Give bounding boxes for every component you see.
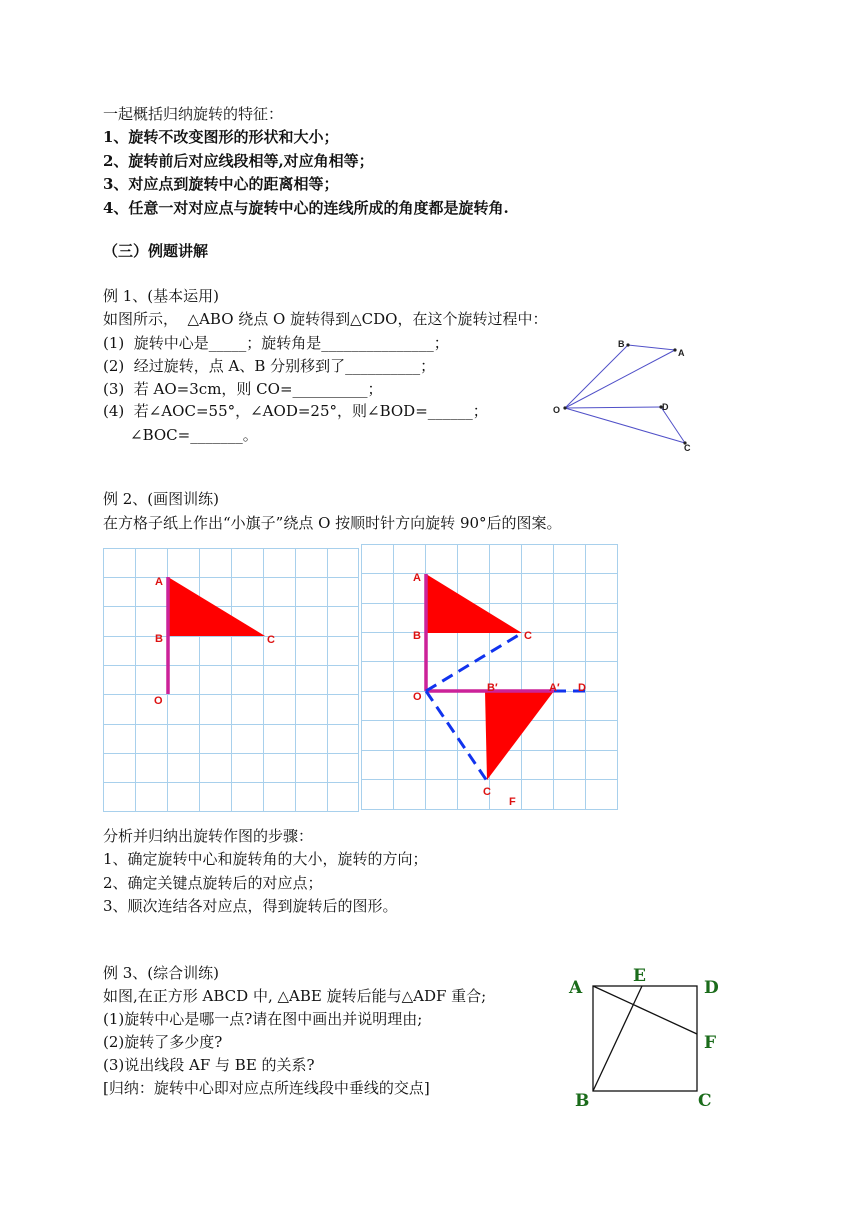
label-B: B <box>618 339 625 349</box>
summary-point-1: 1、旋转不改变图形的形状和大小； <box>103 128 339 146</box>
label-C: C <box>684 443 691 453</box>
label-E: E <box>633 966 646 986</box>
line-CO <box>565 408 685 443</box>
example3-title: 例 3、(综合训练) <box>103 964 220 982</box>
line-BA <box>628 345 675 350</box>
label-O: O <box>154 695 163 707</box>
example1-question-3: (3) 若 AO=3cm，则 CO=__________； <box>103 380 383 398</box>
analysis-step-2: 2、确定关键点旋转后的对应点； <box>103 874 323 892</box>
point-O <box>563 406 566 409</box>
label-A: A <box>678 348 685 358</box>
example1-question-1: (1) 旋转中心是_____；旋转角是_______________； <box>103 334 449 352</box>
section-title: （三）例题讲解 <box>103 242 209 260</box>
line-DC <box>661 407 685 443</box>
analysis-step-1: 1、确定旋转中心和旋转角的大小，旋转的方向； <box>103 850 428 868</box>
label-B: B <box>575 1091 590 1111</box>
example1-title: 例 1、(基本运用) <box>103 287 220 305</box>
rotated-flag-triangle <box>485 691 554 780</box>
label-F: F <box>704 1033 717 1053</box>
example3-square-figure <box>560 960 730 1110</box>
label-C-rotated: C <box>483 786 491 798</box>
label-F: F <box>509 796 516 808</box>
label-D: D <box>704 978 719 998</box>
analysis-intro: 分析并归纳出旋转作图的步骤： <box>103 827 314 845</box>
analysis-step-3: 3、顺次连结各对应点，得到旋转后的图形。 <box>103 897 398 915</box>
example1-figure <box>540 330 720 460</box>
example3-note: [归纳：旋转中心即对应点所连线段中垂线的交点] <box>103 1079 430 1097</box>
example1-question-4b: ∠BOC=_______。 <box>130 426 258 444</box>
label-O: O <box>553 405 561 415</box>
line-BE <box>593 986 642 1091</box>
example1-question-2: (2) 经过旋转，点 A、B 分别移到了__________； <box>103 357 436 375</box>
summary-point-3: 3、对应点到旋转中心的距离相等； <box>103 175 339 193</box>
label-D: D <box>578 682 586 694</box>
summary-point-4: 4、任意一对对应点与旋转中心的连线所成的角度都是旋转角. <box>103 199 509 217</box>
label-A: A <box>569 978 583 998</box>
label-B: B <box>413 630 421 642</box>
example3-question-2: (2)旋转了多少度? <box>103 1033 223 1051</box>
example3-question-3: (3)说出线段 AF 与 BE 的关系? <box>103 1056 315 1074</box>
square-ABCD <box>593 986 697 1091</box>
label-C: C <box>698 1091 712 1111</box>
line-AF <box>593 986 697 1034</box>
grid-figure-rotated <box>361 544 618 810</box>
label-A-prime: A′ <box>549 682 560 694</box>
example3-question-1: (1)旋转中心是哪一点?请在图中画出并说明理由; <box>103 1010 423 1028</box>
example1-question-4: (4) 若∠AOC=55°，∠AOD=25°，则∠BOD=______； <box>103 402 488 420</box>
example3-intro: 如图,在正方形 ABCD 中, △ABE 旋转后能与△ADF 重合; <box>103 987 487 1005</box>
line-AO <box>565 350 675 408</box>
example2-intro: 在方格子纸上作出“小旗子”绕点 O 按顺时针方向旋转 90°后的图案。 <box>103 514 562 532</box>
label-O: O <box>413 691 422 703</box>
summary-point-2: 2、旋转前后对应线段相等,对应角相等； <box>103 152 374 170</box>
label-A: A <box>155 576 163 588</box>
summary-intro: 一起概括归纳旋转的特征： <box>103 105 284 123</box>
label-C: C <box>267 634 275 646</box>
label-C: C <box>524 630 532 642</box>
point-B <box>626 343 629 346</box>
example1-intro: 如图所示， △ABO 绕点 O 旋转得到△CDO，在这个旋转过程中： <box>103 310 548 328</box>
line-OB <box>565 345 628 408</box>
point-A <box>673 348 676 351</box>
label-B: B <box>155 633 163 645</box>
grid-figure-original <box>103 548 359 812</box>
label-B-prime: B′ <box>487 682 498 694</box>
line-OD <box>565 407 661 408</box>
example2-title: 例 2、(画图训练) <box>103 490 220 508</box>
label-D: D <box>662 402 669 412</box>
label-A: A <box>413 572 421 584</box>
